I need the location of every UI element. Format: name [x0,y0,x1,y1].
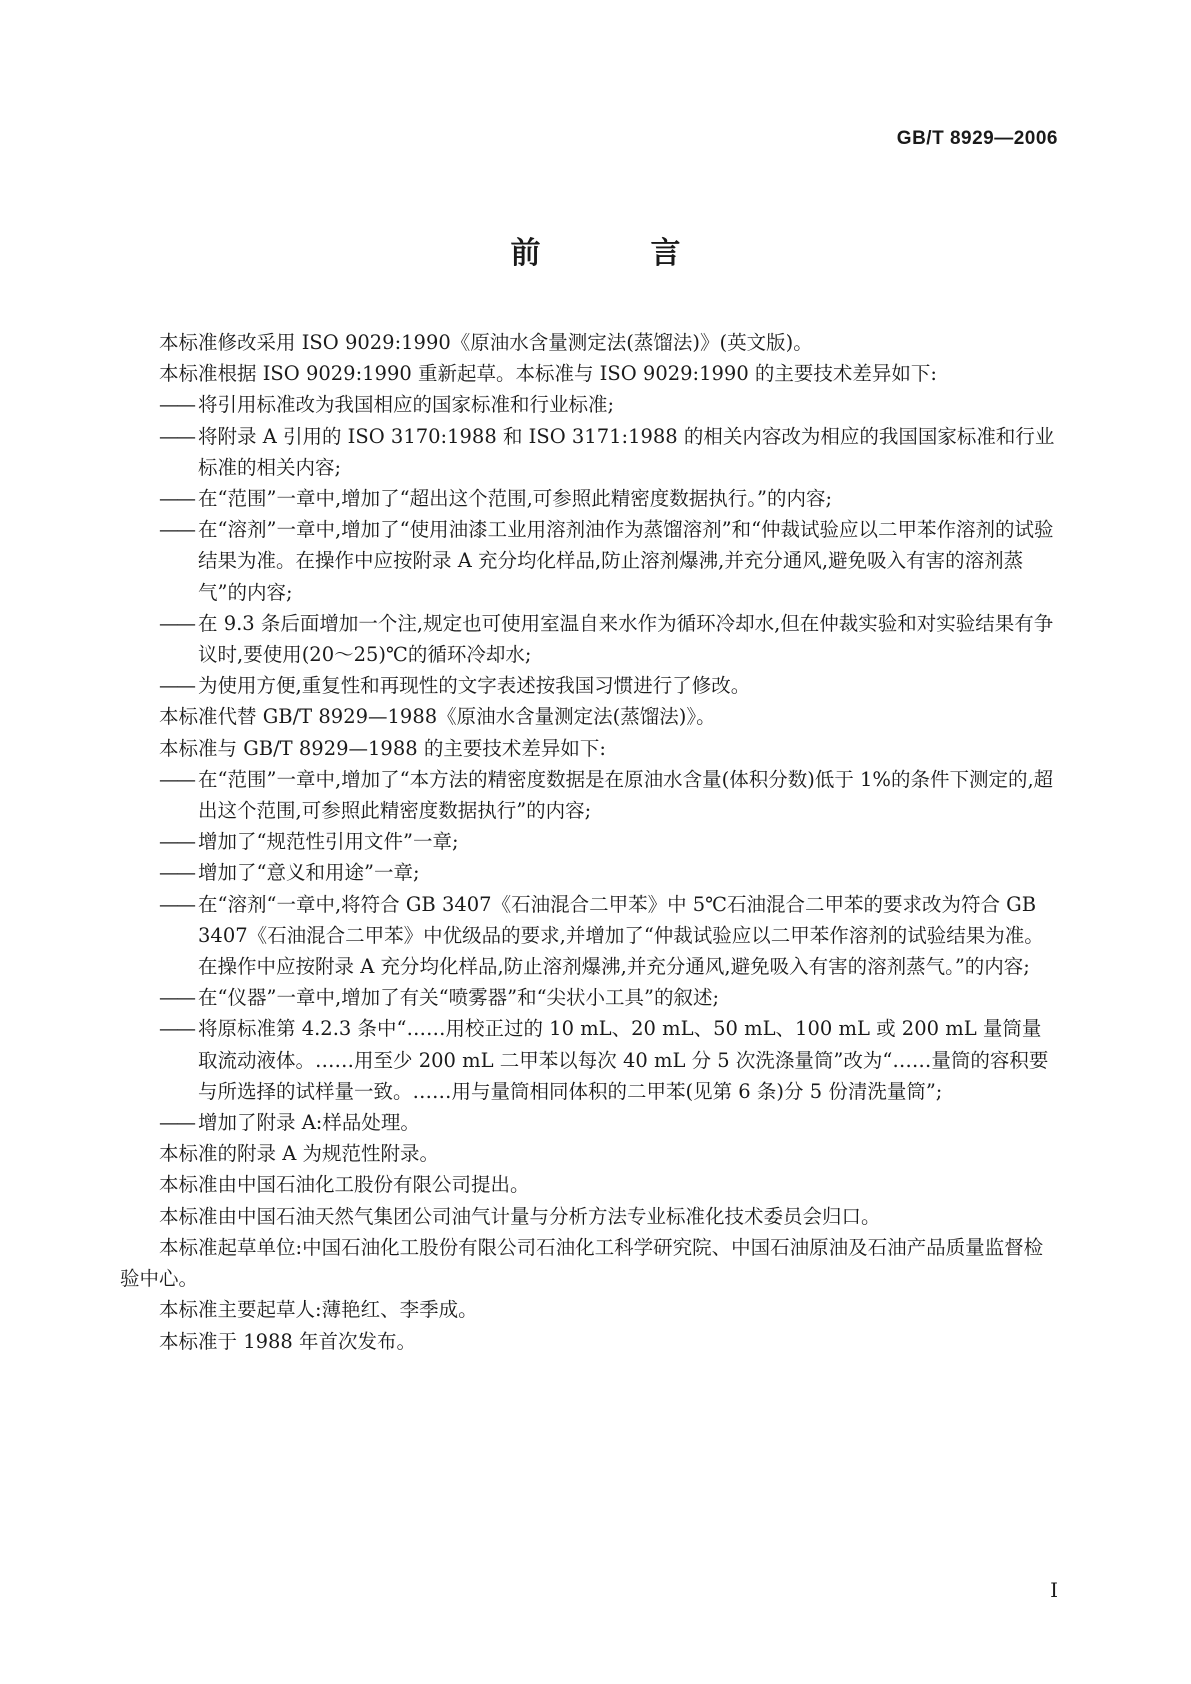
list-item-text: 增加了附录 A:样品处理。 [198,1111,420,1135]
list-item [120,1013,1060,1107]
list-item-text: 在“溶剂“一章中,将符合 GB 3407《石油混合二甲苯》中 5℃石油混合二甲苯的要求改为符合 GB 3407《石油混合二甲苯》中优级品的要求,并增加了“仲裁试验应以二甲苯作溶剂的试验结果为准。在操作中应按附录 A 充分均化样品,防止溶剂爆沸,并充分通风,避免吸入有害的溶剂蒸气。”的内容; [198,892,1044,979]
paragraph: 本标准起草单位:中国石油化工股份有限公司石油化工科学研究院、中国石油原油及石油产品质量监督检验中心。 [120,1235,1044,1291]
list-dash: —— [159,393,194,417]
paragraph: 本标准由中国石油天然气集团公司油气计量与分析方法专业标准化技术委员会归口。 [159,1204,881,1228]
list-dash: —— [159,986,194,1010]
list-dash: —— [159,1111,194,1135]
paragraph: 本标准的附录 A 为规范性附录。 [159,1142,439,1166]
list-item-text: 在“溶剂”一章中,增加了“使用油漆工业用溶剂油作为蒸馏溶剂”和“仲裁试验应以二甲苯作溶剂的试验结果为准。在操作中应按附录 A 充分均化样品,防止溶剂爆沸,并充分通风,避免吸入有害的溶剂蒸气”的内容; [198,518,1054,604]
standard-code: GB/T 8929—2006 [896,128,1058,149]
list-item [120,982,1060,1013]
list-item-text: 将附录 A 引用的 ISO 3170:1988 和 ISO 3171:1988 的相关内容改为相应的我国国家标准和行业标准的相关内容; [198,424,1055,479]
list-dash: —— [159,674,194,698]
list-dash: —— [159,487,194,511]
list-item-text: 在“仪器”一章中,增加了有关“喷雾器”和“尖状小工具”的叙述; [198,986,720,1010]
list-item [120,389,1060,420]
list-item [120,421,1060,483]
paragraph: 本标准代替 GB/T 8929—1988《原油水含量测定法(蒸馏法)》。 [159,705,716,729]
list-item-text: 为使用方便,重复性和再现性的文字表述按我国习惯进行了修改。 [198,674,751,698]
paragraph: 本标准由中国石油化工股份有限公司提出。 [159,1173,530,1197]
page-number: I [1050,1578,1058,1602]
list-item [120,826,1060,857]
list-dash: —— [159,861,194,885]
list-dash: —— [159,830,194,854]
page-title: 前 言 [510,236,721,271]
list-item-text: 在“范围”一章中,增加了“超出这个范围,可参照此精密度数据执行。”的内容; [198,487,833,511]
list-item-text: 将引用标准改为我国相应的国家标准和行业标准; [198,393,615,417]
list-dash: —— [159,767,194,791]
list-dash: —— [159,611,194,635]
list-item [120,670,1060,701]
list-dash: —— [159,424,194,448]
paragraph: 本标准修改采用 ISO 9029:1990《原油水含量测定法(蒸馏法)》(英文版)。 [159,331,813,354]
list-item [120,857,1060,888]
paragraph: 本标准根据 ISO 9029:1990 重新起草。本标准与 ISO 9029:1990 的主要技术差异如下: [159,362,938,386]
list-item [120,608,1060,670]
list-item [120,483,1060,514]
list-item-text: 增加了“规范性引用文件”一章; [198,830,459,854]
list-item [120,764,1060,826]
list-item-text: 在 9.3 条后面增加一个注,规定也可使用室温自来水作为循环冷却水,但在仲裁实验和对实验结果有争议时,要使用(20～25)℃的循环冷却水; [198,611,1054,667]
paragraph: 本标准与 GB/T 8929—1988 的主要技术差异如下: [159,736,606,760]
paragraph: 本标准主要起草人:薄艳红、李季成。 [159,1298,478,1322]
list-item-text: 在“范围”一章中,增加了“本方法的精密度数据是在原油水含量(体积分数)低于 1%的条件下测定的,超出这个范围,可参照此精密度数据执行”的内容; [198,767,1054,823]
list-item [120,889,1060,983]
list-item [120,1107,1060,1138]
list-item [120,514,1060,608]
list-item-text: 增加了“意义和用途”一章; [198,861,420,885]
foreword-body [120,327,1060,1357]
list-item-text: 将原标准第 4.2.3 条中“……用校正过的 10 mL、20 mL、50 mL、100 mL 或 200 mL 量筒量取流动液体。……用至少 200 mL 二甲苯以每次 40 mL 分 5 次洗涤量筒”改为“……量筒的容积要与所选择的试样量一致。……用与量筒相同体积的二甲苯(见第 6 条)分 5 份清洗量筒”; [198,1017,1049,1103]
list-dash: —— [159,518,194,542]
list-dash: —— [159,1017,194,1041]
paragraph: 本标准于 1988 年首次发布。 [159,1329,417,1353]
list-dash: —— [159,892,194,916]
